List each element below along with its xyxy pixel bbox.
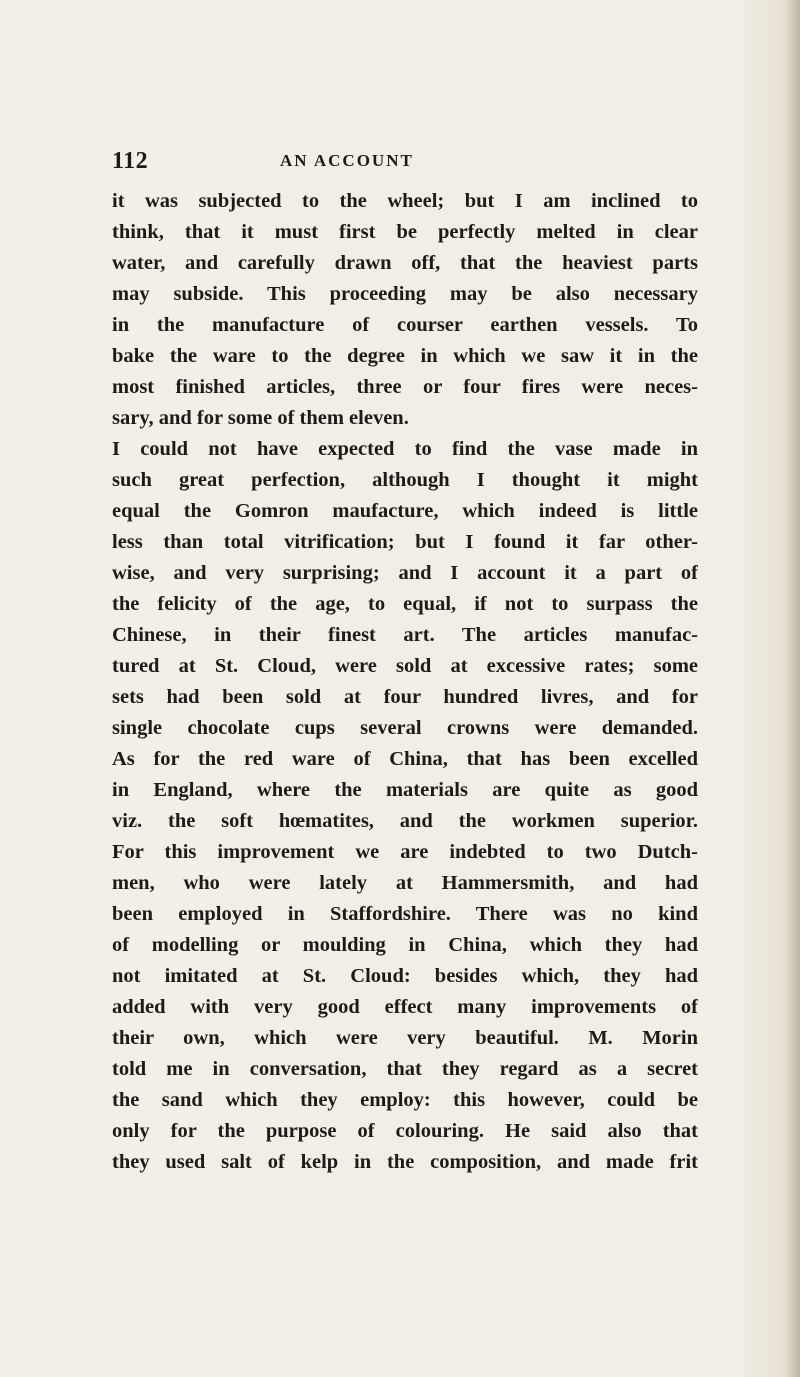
text-line: of modelling or moulding in China, which they had (112, 934, 698, 956)
text-line: the sand which they employ: this however, could be (112, 1089, 698, 1111)
text-line: wise, and very surprising; and I account it a part of (112, 562, 698, 584)
text-line: they used salt of kelp in the composition, and made frit (112, 1151, 698, 1173)
text-line: such great perfection, although I thought it might (112, 469, 698, 491)
page-header (112, 148, 672, 178)
text-line: told me in conversation, that they regard as a secret (112, 1058, 698, 1080)
text-line: the felicity of the age, to equal, if not to surpass the (112, 593, 698, 615)
text-line: it was subjected to the wheel; but I am inclined to (112, 190, 698, 212)
text-line: been employed in Staffordshire. There was no kind (112, 903, 698, 925)
text-line: sary, and for some of them eleven. (112, 407, 409, 429)
text-line: think, that it must first be perfectly melted in clear (112, 221, 698, 243)
text-line: in England, where the materials are quite as good (112, 779, 698, 801)
text-line: in the manufacture of courser earthen vessels. To (112, 314, 698, 336)
text-line: equal the Gomron maufacture, which indeed is little (112, 500, 698, 522)
text-line: viz. the soft hœmatites, and the workmen superior. (112, 810, 698, 832)
text-line: sets had been sold at four hundred livres, and for (112, 686, 698, 708)
text-line: tured at St. Cloud, were sold at excessive rates; some (112, 655, 698, 677)
text-line: less than total vitrification; but I found it far other- (112, 531, 698, 553)
text-line: added with very good effect many improvements of (112, 996, 698, 1018)
text-line: As for the red ware of China, that has been excelled (112, 748, 698, 770)
text-line: may subside. This proceeding may be also necessary (112, 283, 698, 305)
text-line: their own, which were very beautiful. M. Morin (112, 1027, 698, 1049)
text-line: single chocolate cups several crowns were demanded. (112, 717, 698, 739)
text-line: For this improvement we are indebted to two Dutch- (112, 841, 698, 863)
text-line: only for the purpose of colouring. He said also that (112, 1120, 698, 1142)
text-line: Chinese, in their finest art. The articles manufac- (112, 624, 698, 646)
page-number: 112 (112, 148, 149, 174)
body-text (112, 186, 698, 1178)
text-line: not imitated at St. Cloud: besides which, they had (112, 965, 698, 987)
text-line: men, who were lately at Hammersmith, and had (112, 872, 698, 894)
text-line: bake the ware to the degree in which we saw it in the (112, 345, 698, 367)
running-head: AN ACCOUNT (280, 151, 414, 170)
text-line: I could not have expected to find the vase made in (112, 438, 698, 460)
text-line: most finished articles, three or four fires were neces- (112, 376, 698, 398)
text-line: water, and carefully drawn off, that the heaviest parts (112, 252, 698, 274)
page-edge-shadow (786, 0, 800, 1377)
